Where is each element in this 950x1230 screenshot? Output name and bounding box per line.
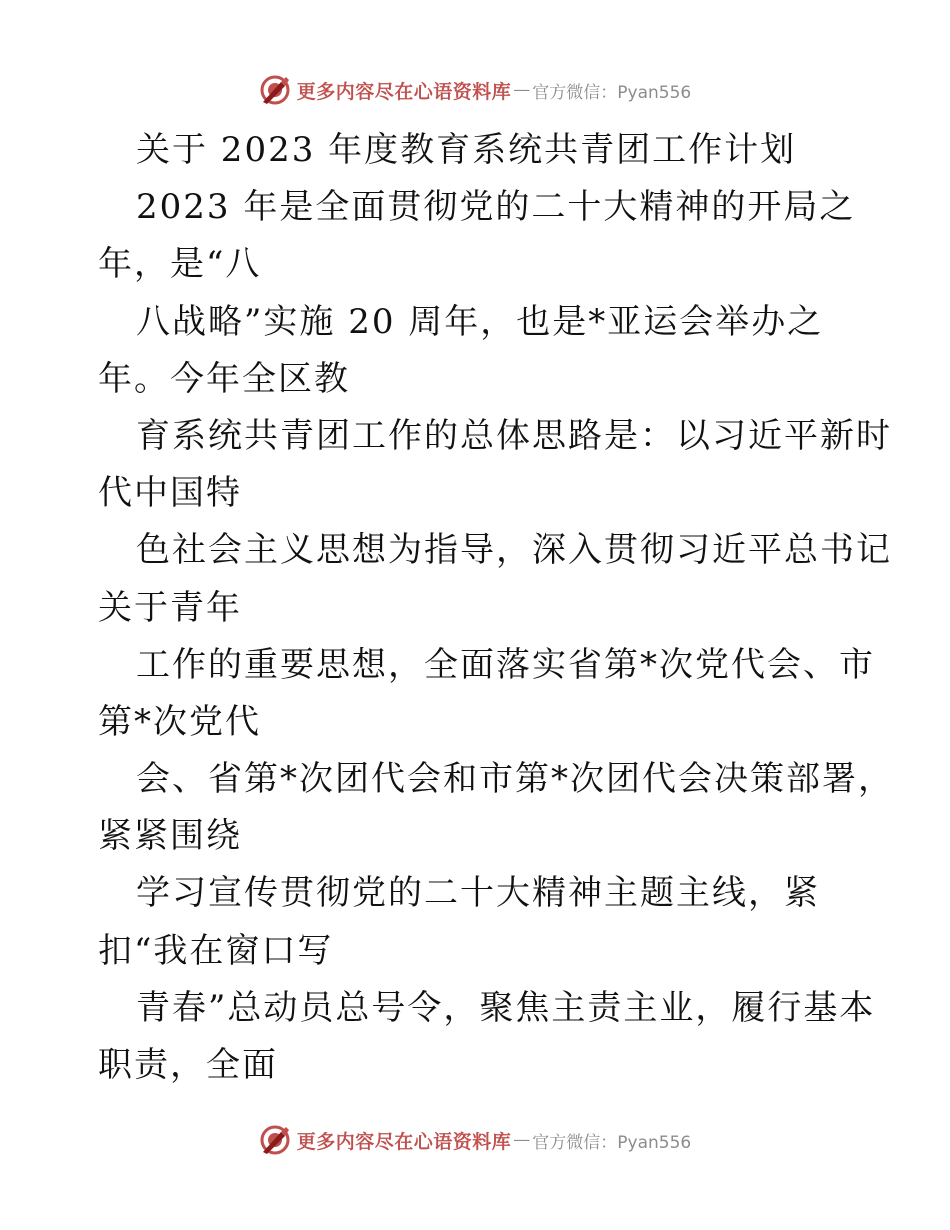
text-line: 年，是“八	[98, 244, 262, 285]
text-line: 工作的重要思想，全面落实省第*次党代会、市	[136, 644, 875, 685]
text-line: 扣“我在窗口写	[98, 930, 334, 971]
banner-main-text: 更多内容尽在心语资料库	[296, 1130, 512, 1153]
text-line: 色社会主义思想为指导，深入贯彻习近平总书记	[136, 530, 892, 571]
document-body	[98, 122, 894, 1094]
header-banner	[0, 70, 950, 110]
text-line: 第*次党代	[98, 701, 261, 742]
text-line: 青春”总动员总号令，聚焦主责主业，履行基本	[136, 987, 876, 1028]
text-line: 会、省第*次团代会和市第*次团代会决策部署，	[136, 759, 894, 800]
text-line: 八战略”实施 20 周年，也是*亚运会举办之	[136, 301, 824, 342]
banner-separator: —	[513, 1130, 531, 1150]
text-line: 关于青年	[98, 587, 242, 628]
text-line: 2023 年是全面贯彻党的二十大精神的开局之	[136, 187, 856, 228]
banner-main-text: 更多内容尽在心语资料库	[296, 80, 512, 103]
text-line: 学习宣传贯彻党的二十大精神主题主线，紧	[136, 873, 820, 914]
text-line: 代中国特	[98, 473, 242, 514]
banner-wechat-text: 官方微信：Pyan556	[532, 82, 692, 103]
document-title: 关于 2023 年度教育系统共青团工作计划	[136, 130, 797, 170]
banner-wechat-text: 官方微信：Pyan556	[532, 1132, 692, 1153]
footer-banner	[0, 1120, 950, 1160]
pen-logo-icon	[259, 1124, 291, 1156]
pen-logo-icon	[259, 74, 291, 106]
text-line: 年。今年全区教	[98, 358, 350, 399]
banner-separator: —	[513, 80, 531, 100]
text-line: 紧紧围绕	[98, 816, 242, 857]
text-line: 育系统共青团工作的总体思路是：以习近平新时	[136, 415, 892, 456]
text-line: 职责，全面	[98, 1045, 278, 1085]
